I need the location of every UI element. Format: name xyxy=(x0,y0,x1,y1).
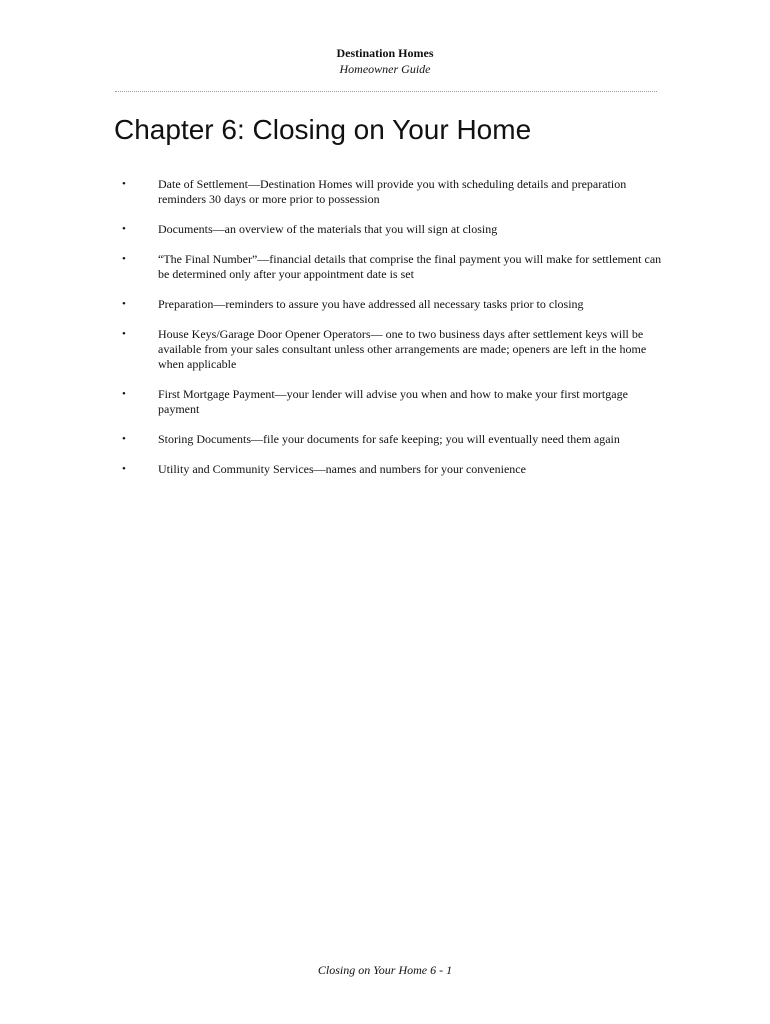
list-item xyxy=(122,387,662,417)
bullet-icon: • xyxy=(122,223,126,235)
list-item xyxy=(122,222,662,237)
bullet-icon: • xyxy=(122,178,126,190)
header-divider xyxy=(115,91,657,92)
page-footer: Closing on Your Home 6 - 1 xyxy=(317,963,453,977)
list-item xyxy=(122,462,662,477)
list-item xyxy=(122,432,662,447)
list-item xyxy=(122,297,662,312)
list-item-text: Utility and Community Services—names and numbers for your convenience xyxy=(158,462,526,476)
header-guide-title: Homeowner Guide xyxy=(339,62,431,76)
list-item xyxy=(122,327,662,372)
list-item-text: House Keys/Garage Door Opener Operators— one to two business days after settlement keys will be available from your sales consultant unless other arrangements are made; openers are left in the home when applicable xyxy=(158,327,647,371)
page-header xyxy=(0,46,770,77)
bullet-icon: • xyxy=(122,328,126,340)
chapter-title: Chapter 6: Closing on Your Home xyxy=(114,114,532,145)
list-item-text: Storing Documents—file your documents for safe keeping; you will eventually need them again xyxy=(158,432,620,446)
list-item xyxy=(122,252,662,282)
list-item xyxy=(122,177,662,207)
list-item-text: Preparation—reminders to assure you have addressed all necessary tasks prior to closing xyxy=(158,297,584,311)
list-item-text: Documents—an overview of the materials that you will sign at closing xyxy=(158,222,498,236)
bullet-icon: • xyxy=(122,463,126,475)
bullet-icon: • xyxy=(122,298,126,310)
list-item-text: Date of Settlement—Destination Homes will provide you with scheduling details and preparation reminders 30 days or more prior to possession xyxy=(158,177,627,206)
bullet-icon: • xyxy=(122,433,126,445)
bullet-icon: • xyxy=(122,253,126,265)
chapter-topics-list xyxy=(122,177,662,492)
bullet-icon: • xyxy=(122,388,126,400)
list-item-text: “The Final Number”—financial details that comprise the final payment you will make for settlement can be determined only after your appointment date is set xyxy=(158,252,662,281)
header-company-name: Destination Homes xyxy=(336,46,434,60)
list-item-text: First Mortgage Payment—your lender will advise you when and how to make your first mortgage payment xyxy=(158,387,628,416)
